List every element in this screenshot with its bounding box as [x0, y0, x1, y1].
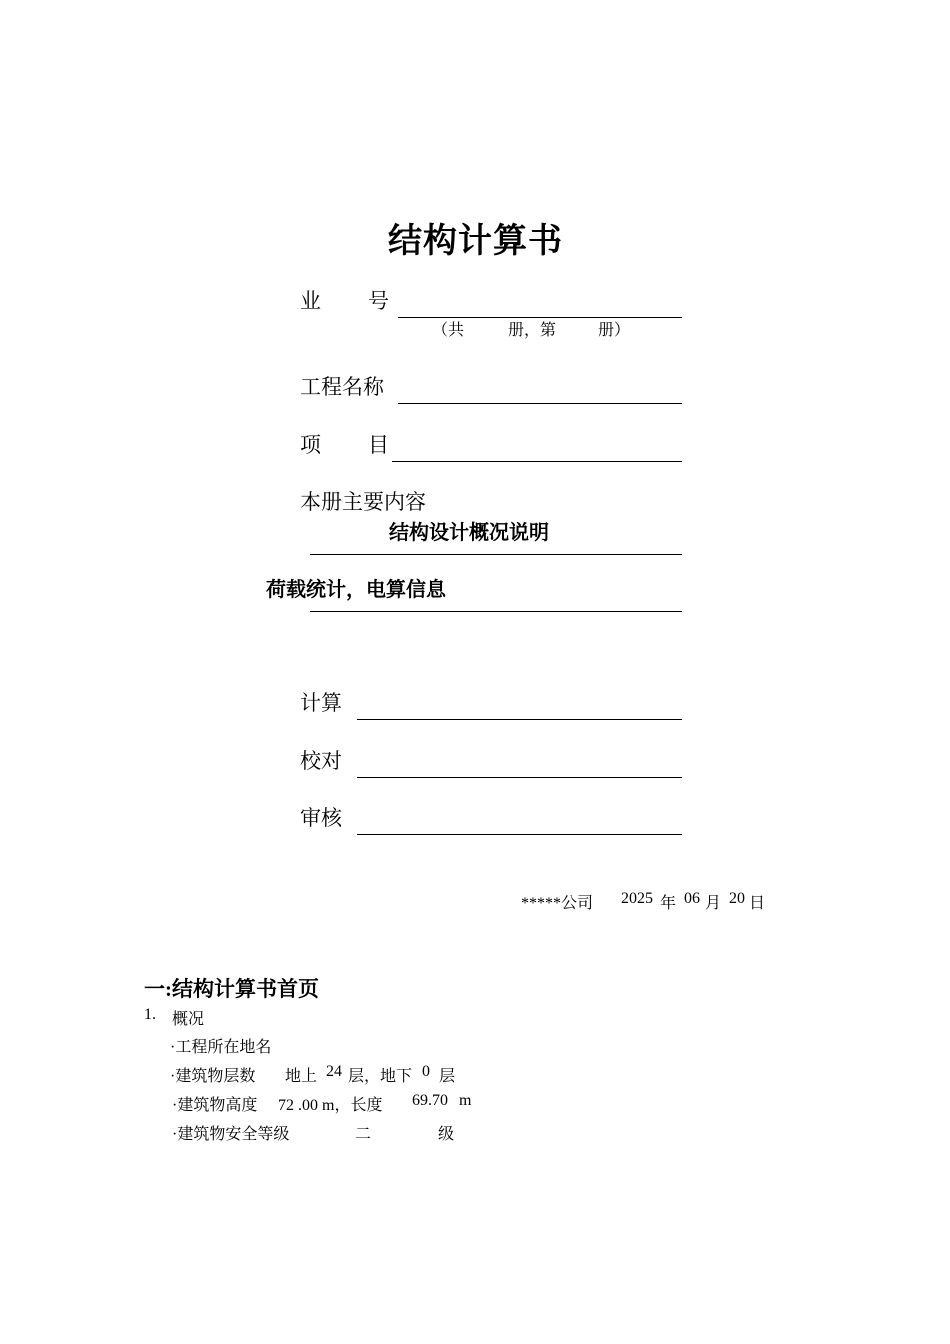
main-content-underline-2 [310, 611, 682, 612]
date-month: 06 [684, 890, 700, 907]
length-unit: m [459, 1092, 472, 1109]
main-content-underline-1 [310, 554, 682, 555]
date-day: 20 [729, 890, 745, 907]
floors-below-unit: 层 [439, 1068, 456, 1085]
item-title: 概况 [172, 1011, 205, 1028]
project-name-label: 工程名称 [300, 375, 384, 399]
main-content-label: 本册主要内容 [300, 490, 426, 514]
height-label: ·建筑物高度 [172, 1097, 258, 1114]
section-heading: 一:结构计算书首页 [144, 977, 319, 1001]
check-blank [357, 777, 682, 778]
floors-label: ·建筑物层数 [170, 1068, 256, 1085]
calc-label: 计算 [300, 691, 342, 715]
company-name: *****公司 [521, 895, 594, 912]
floors-above-value: 24 [326, 1063, 342, 1080]
page-title: 结构计算书 [388, 223, 563, 260]
field-label-hao: 号 [368, 289, 389, 313]
item-number: 1. [144, 1006, 156, 1023]
height-value: 72 .00 m，长度 [278, 1097, 383, 1114]
location-label: ·工程所在地名 [170, 1039, 272, 1056]
floors-above-unit: 层，地下 [348, 1068, 413, 1085]
item-label-mu: 目 [368, 433, 389, 457]
item-label-xiang: 项 [300, 433, 321, 457]
floors-above-label: 地上 [285, 1068, 318, 1085]
review-label: 审核 [300, 806, 342, 830]
project-name-blank [398, 403, 682, 404]
safety-label: ·建筑物安全等级 [172, 1126, 290, 1143]
check-label: 校对 [300, 749, 342, 773]
date-year: 2025 [621, 890, 653, 907]
safety-value: 二 [355, 1126, 372, 1143]
volume-ce-1: 册，第 [508, 322, 557, 339]
date-year-unit: 年 [660, 895, 677, 912]
date-month-unit: 月 [705, 895, 722, 912]
item-blank [392, 461, 682, 462]
safety-unit: 级 [438, 1126, 455, 1143]
date-day-unit: 日 [749, 895, 766, 912]
field-label-ye: 业 [300, 289, 321, 313]
main-content-line-1: 结构设计概况说明 [389, 522, 549, 544]
volume-ce-2: 册） [598, 322, 631, 339]
review-blank [357, 834, 682, 835]
volume-open: （共 [432, 322, 465, 339]
main-content-line-2: 荷载统计，电算信息 [266, 579, 446, 601]
length-value: 69.70 [412, 1092, 448, 1109]
floors-below-value: 0 [422, 1063, 430, 1080]
calc-blank [357, 719, 682, 720]
